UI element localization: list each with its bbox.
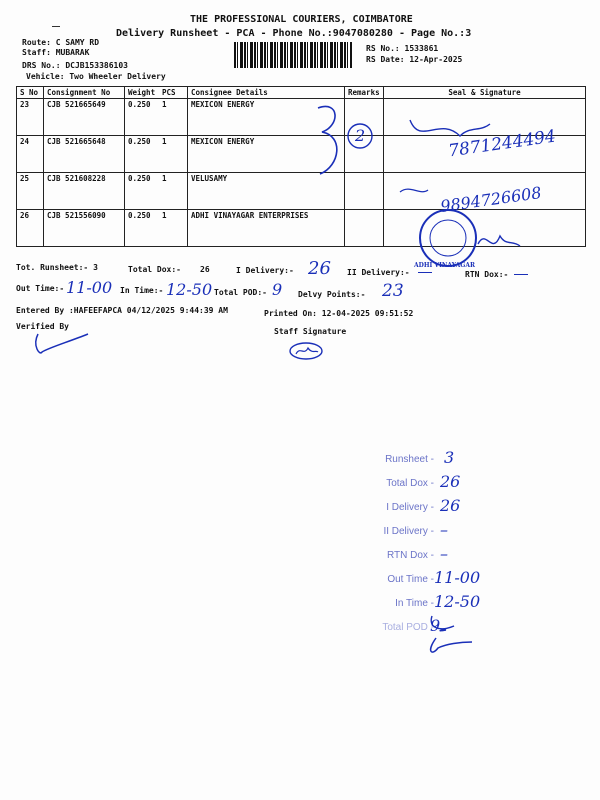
seal-stamp bbox=[420, 210, 476, 266]
col-sno: S No bbox=[17, 87, 44, 99]
stamp-note-value: 26 bbox=[440, 496, 461, 515]
row-sno: 25 bbox=[17, 173, 44, 210]
row-sno: 23 bbox=[17, 99, 44, 136]
ii-delivery-label: II Delivery:- bbox=[347, 268, 410, 277]
handwritten-phone-1: 7871244494 bbox=[447, 126, 558, 162]
rs-date: RS Date: 12-Apr-2025 bbox=[366, 55, 463, 64]
rtn-dox-dash bbox=[514, 274, 528, 275]
corner-mark bbox=[52, 26, 60, 31]
stamp-note-value: 11-00 bbox=[434, 568, 481, 587]
stamp-note-value: 3 bbox=[444, 448, 455, 467]
col-consignment: Consignment No bbox=[44, 87, 125, 99]
stamp-note-value: 12-50 bbox=[434, 592, 481, 611]
stamp-note-value: – bbox=[440, 520, 448, 539]
signature-scribble-2 bbox=[400, 189, 428, 192]
row-weight: 0.250 bbox=[125, 210, 160, 247]
stamp-note-row bbox=[340, 544, 550, 568]
verified-by-label: Verified By bbox=[16, 322, 69, 331]
handwritten-phone-2: 9894726608 bbox=[439, 183, 543, 216]
stamp-note-label: RTN Dox - bbox=[386, 550, 434, 561]
row-sno: 24 bbox=[17, 136, 44, 173]
stamp-note-label: In Time - bbox=[395, 598, 434, 609]
in-time-value: 12-50 bbox=[166, 280, 213, 299]
col-consignee: Consignee Details bbox=[188, 87, 345, 99]
stamp-note-row bbox=[340, 520, 550, 544]
row-pcs: 1 bbox=[159, 173, 188, 210]
stamp-initials bbox=[420, 612, 480, 662]
entered-by: Entered By :HAFEEFAPCA 04/12/2025 9:44:39 AM bbox=[16, 306, 228, 315]
tot-runsheet: Tot. Runsheet:- 3 bbox=[16, 263, 98, 272]
handwritten-marks bbox=[300, 96, 590, 276]
staff-signature-mark bbox=[286, 340, 326, 362]
staff-label: Staff: MUBARAK bbox=[22, 48, 90, 57]
row-weight: 0.250 bbox=[125, 173, 160, 210]
total-dox-label: Total Dox:- bbox=[128, 265, 181, 274]
stamp-note-value: 9 bbox=[430, 616, 441, 635]
stamp-note-value: – bbox=[440, 544, 448, 563]
row-consignment: CJB 521608228 bbox=[44, 173, 125, 210]
row-consignee: MEXICON ENERGY bbox=[188, 99, 345, 136]
delivery-points-value: 23 bbox=[382, 281, 404, 301]
i-delivery-value: 26 bbox=[308, 258, 331, 279]
row-consignment: CJB 521556090 bbox=[44, 210, 125, 247]
delivery-points-label: Delvy Points:- bbox=[298, 290, 366, 299]
remark-number: 2 bbox=[355, 126, 366, 145]
company-name: THE PROFESSIONAL COURIERS, COIMBATORE bbox=[190, 14, 413, 25]
printed-on: Printed On: 12-04-2025 09:51:52 bbox=[264, 309, 414, 318]
stamp-note-label: Total POD - bbox=[382, 622, 434, 633]
runsheet-title: Delivery Runsheet - PCA - Phone No.:9047080280 - Page No.:3 bbox=[116, 28, 472, 39]
row-pcs: 1 bbox=[159, 99, 188, 136]
total-pod-label: Total POD:- bbox=[214, 288, 267, 297]
i-delivery-label: I Delivery:- bbox=[236, 266, 294, 275]
out-time-label: Out Time:- bbox=[16, 284, 65, 293]
row-weight: 0.250 bbox=[125, 99, 160, 136]
row-pcs: 1 bbox=[159, 210, 188, 247]
vehicle-label: Vehicle: Two Wheeler Delivery bbox=[26, 72, 166, 81]
stamp-note-row bbox=[340, 568, 550, 592]
row-pcs: 1 bbox=[159, 136, 188, 173]
row-consignee: MEXICON ENERGY bbox=[188, 136, 345, 173]
out-time-value: 11-00 bbox=[66, 278, 113, 297]
barcode bbox=[234, 42, 352, 68]
ii-delivery-dash bbox=[418, 272, 432, 273]
stamp-note-label: Out Time - bbox=[387, 574, 434, 585]
stamp-note-label: II Delivery - bbox=[383, 526, 434, 537]
seal-stamp-inner bbox=[430, 220, 466, 256]
row-consignee: VELUSAMY bbox=[188, 173, 345, 210]
stamp-note-label: Runsheet - bbox=[385, 454, 434, 465]
stamp-note-label: I Delivery - bbox=[386, 502, 434, 513]
row-consignee: ADHI VINAYAGAR ENTERPRISES bbox=[188, 210, 345, 247]
row-consignment: CJB 521665648 bbox=[44, 136, 125, 173]
rs-number: RS No.: 1533861 bbox=[366, 44, 439, 53]
row-consignment: CJB 521665649 bbox=[44, 99, 125, 136]
drs-number: DRS No.: DCJB153386103 bbox=[22, 61, 128, 70]
total-pod-value: 9 bbox=[272, 280, 283, 299]
rtn-dox-label: RTN Dox:- bbox=[465, 270, 509, 279]
stamp-note-row bbox=[340, 448, 550, 472]
total-dox-value: 26 bbox=[200, 265, 210, 274]
bracket-mark bbox=[318, 106, 337, 174]
signature-scribble bbox=[410, 120, 490, 136]
col-remarks: Remarks bbox=[345, 87, 384, 99]
row-sno: 26 bbox=[17, 210, 44, 247]
stamp-note-value: 26 bbox=[440, 472, 461, 491]
route-label: Route: C SAMY RD bbox=[22, 38, 100, 47]
row-weight: 0.250 bbox=[125, 136, 160, 173]
seal-signature bbox=[478, 236, 520, 246]
stamp-note-row bbox=[340, 496, 550, 520]
in-time-label: In Time:- bbox=[120, 286, 164, 295]
col-pcs: PCS bbox=[159, 87, 188, 99]
col-seal: Seal & Signature bbox=[384, 87, 586, 99]
staff-signature-label: Staff Signature bbox=[274, 327, 347, 336]
col-weight: Weight bbox=[125, 87, 160, 99]
verified-signature bbox=[28, 330, 98, 360]
stamp-note-label: Total Dox - bbox=[386, 478, 434, 489]
stamp-note-row bbox=[340, 472, 550, 496]
seal-stamp-text: ADHI VINAYAGAR bbox=[414, 262, 476, 269]
